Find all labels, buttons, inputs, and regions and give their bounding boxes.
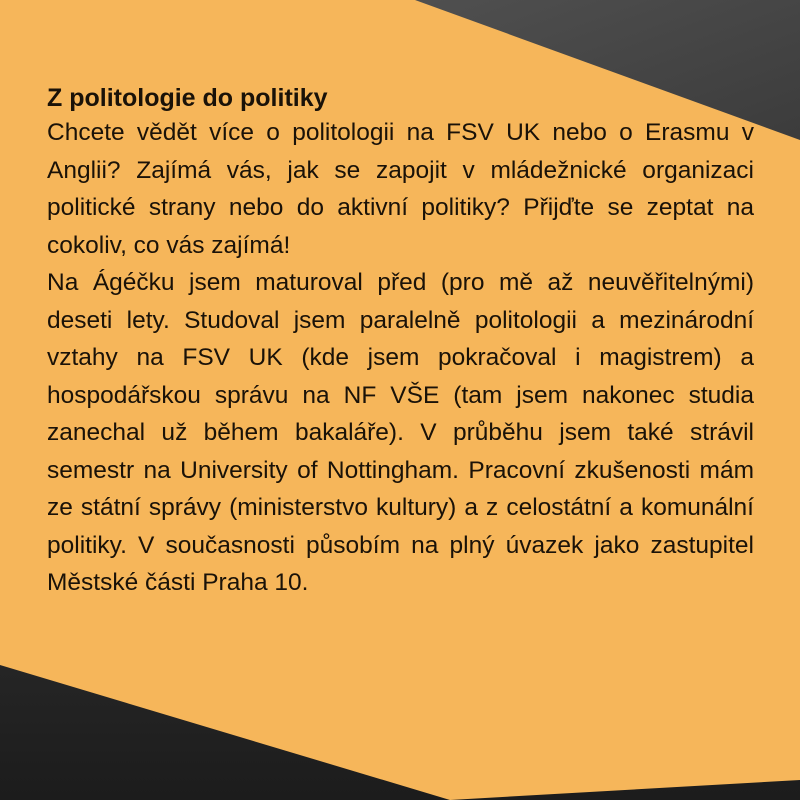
post-title: Z politologie do politiky [47, 84, 328, 112]
post-content [47, 82, 754, 602]
bio-paragraph: Na Ágéčku jsem maturoval před (pro mě až neuvěřitelnými) deseti lety. Studoval jsem paralelně politologii a mezinárodní vztahy na FSV UK (kde jsem pokračoval i magistrem) a hospodářskou správu na NF VŠE (tam jsem nakonec studia zanechal už během bakaláře). V průběhu jsem také strávil semestr na University of Nottingham. Pracovní zkušenosti mám ze státní správy (ministerstvo kultury) a z celostátní a komunální politiky. V současnosti působím na plný úvazek jako zastupitel Městské části Praha 10. [47, 269, 754, 596]
intro-paragraph: Chcete vědět více o politologii na FSV UK nebo o Erasmu v Anglii? Zajímá vás, jak se zapojit v mládežnické organizaci politické strany nebo do aktivní politiky? Přijďte se zeptat na cokoliv, co vás zajímá! [47, 119, 754, 259]
